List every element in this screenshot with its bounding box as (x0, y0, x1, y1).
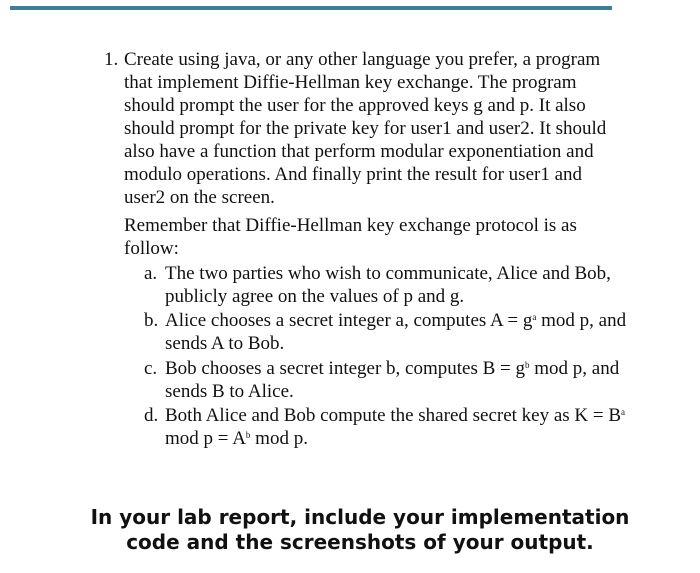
exponent: a (621, 407, 626, 417)
step-letter: c. (144, 358, 158, 379)
step-text-part: Alice chooses a secret integer a, computes A = g (165, 310, 533, 331)
step-text-part: Bob chooses a secret integer b, computes B = g (165, 358, 526, 379)
step-text-part: mod p, and sends B to Alice. (165, 358, 620, 402)
step-text-part: Both Alice and Bob compute the shared secret key as K = B (165, 405, 622, 426)
question-number: 1. (104, 49, 119, 70)
protocol-intro: Remember that Diffie-Hellman key exchange protocol is as follow: (124, 215, 577, 259)
step-text (165, 357, 635, 403)
step-text-part: mod p. (250, 428, 308, 449)
lab-report-note (0, 505, 700, 555)
exponent: b (525, 360, 530, 370)
top-divider (10, 6, 612, 10)
lab-note-line-1: In your lab report, include your implementation (90, 505, 630, 529)
step-text-part: mod p = A (165, 428, 246, 449)
step-text: The two parties who wish to communicate, Alice and Bob, publicly agree on the values of p and g. (165, 263, 611, 307)
step-letter: b. (144, 310, 159, 331)
lab-note-line-2: code and the screenshots of your output. (126, 530, 594, 554)
step-letter: a. (144, 263, 158, 284)
step-letter: d. (144, 405, 159, 426)
question-intro: Create using java, or any other language you prefer, a program that implement Diffie-Hellman key exchange. The program should prompt the user for the approved keys g and p. It also should prompt for the private key for user1 and user2. It should also have a function that perform modular exponentiation and modulo operations. And finally print the result for user1 and user2 on the screen. (124, 49, 607, 208)
step-text (165, 309, 635, 355)
step-text-part: mod p, and sends A to Bob. (165, 310, 627, 354)
step-text (165, 404, 635, 450)
exponent: a (532, 312, 537, 322)
exponent: b (245, 430, 251, 440)
